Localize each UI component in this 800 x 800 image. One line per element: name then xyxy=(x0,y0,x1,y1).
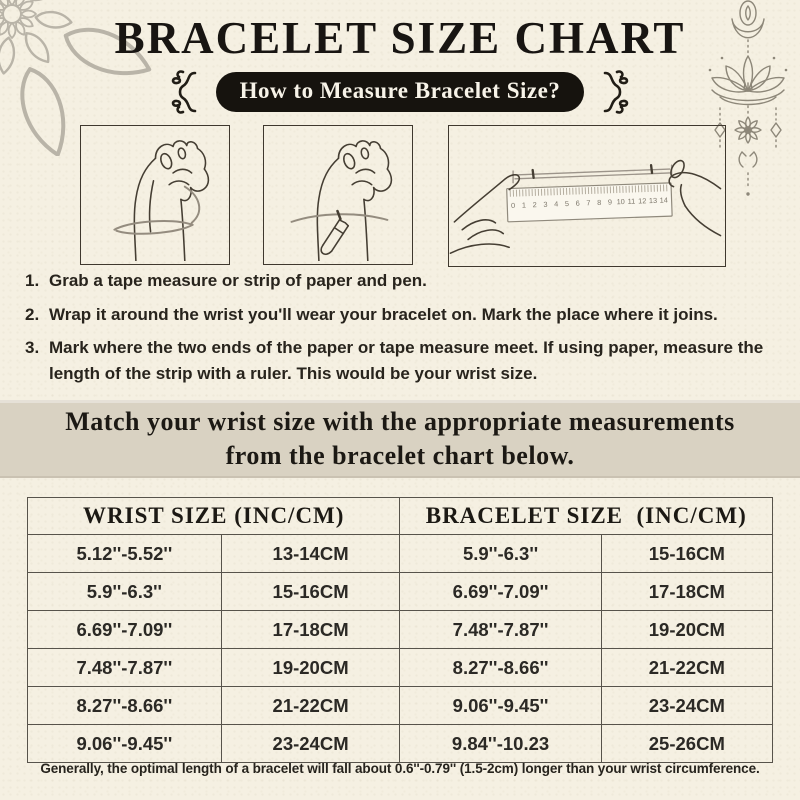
svg-text:12: 12 xyxy=(638,196,647,206)
svg-text:5: 5 xyxy=(564,198,570,209)
size-table-body xyxy=(28,535,773,763)
table-row xyxy=(28,649,773,687)
measure-steps xyxy=(25,268,787,394)
illustration-wrap-tape xyxy=(80,125,230,265)
table-cell: 19-20CM xyxy=(221,649,400,687)
table-cell: 13-14CM xyxy=(221,535,400,573)
svg-text:7: 7 xyxy=(586,198,591,208)
wrist-size-header: WRIST SIZE (INC/CM) xyxy=(28,498,400,535)
table-cell: 9.84''-10.23 xyxy=(400,725,601,763)
svg-text:9: 9 xyxy=(607,197,613,207)
table-cell: 25-26CM xyxy=(601,725,772,763)
table-cell: 7.48''-7.87'' xyxy=(28,649,222,687)
illustration-mark-wrist xyxy=(263,125,413,265)
svg-text:2: 2 xyxy=(532,200,537,210)
svg-text:0: 0 xyxy=(510,200,516,210)
table-cell: 8.27''-8.66'' xyxy=(400,649,601,687)
table-cell: 6.69''-7.09'' xyxy=(28,611,222,649)
table-row xyxy=(28,611,773,649)
table-row xyxy=(28,573,773,611)
svg-text:1: 1 xyxy=(521,200,527,210)
bracelet-size-header: BRACELET SIZE (INC/CM) xyxy=(400,498,773,535)
table-cell: 5.12''-5.52'' xyxy=(28,535,222,573)
illustration-measure-ruler xyxy=(448,125,726,267)
squiggle-ornament-right-icon xyxy=(597,68,633,116)
table-cell: 17-18CM xyxy=(601,573,772,611)
size-table-header xyxy=(28,498,773,535)
badge-row xyxy=(0,69,800,115)
step-2 xyxy=(25,302,787,328)
step-number: 3. xyxy=(25,338,40,357)
table-cell: 17-18CM xyxy=(221,611,400,649)
table-cell: 7.48''-7.87'' xyxy=(400,611,601,649)
table-cell: 15-16CM xyxy=(601,535,772,573)
table-cell: 23-24CM xyxy=(601,687,772,725)
table-row xyxy=(28,535,773,573)
page-title: BRACELET SIZE CHART xyxy=(114,13,686,63)
match-size-banner xyxy=(0,400,800,478)
size-table xyxy=(27,497,773,763)
svg-text:4: 4 xyxy=(553,199,559,209)
table-cell: 23-24CM xyxy=(221,725,400,763)
table-row xyxy=(28,687,773,725)
wrist-mark-pen-icon xyxy=(264,126,409,261)
wrist-tape-icon xyxy=(81,126,226,261)
table-cell: 21-22CM xyxy=(221,687,400,725)
step-text: Wrap it around the wrist you'll wear your bracelet on. Mark the place where it joins. xyxy=(49,304,718,324)
table-cell: 15-16CM xyxy=(221,573,400,611)
ruler-measure-icon xyxy=(449,126,722,263)
step-text: Mark where the two ends of the paper or tape measure meet. If using paper, measure the length of the strip with a ruler. This would be your wrist size. xyxy=(49,338,764,383)
svg-text:13: 13 xyxy=(648,195,658,206)
table-cell: 8.27''-8.66'' xyxy=(28,687,222,725)
step-1 xyxy=(25,268,787,294)
svg-text:11: 11 xyxy=(627,196,636,206)
svg-text:8: 8 xyxy=(597,197,602,207)
step-text: Grab a tape measure or strip of paper and pen. xyxy=(49,271,427,290)
step-number: 1. xyxy=(25,271,40,290)
svg-text:3: 3 xyxy=(543,199,548,209)
table-cell: 9.06''-9.45'' xyxy=(28,725,222,763)
table-cell: 6.69''-7.09'' xyxy=(400,573,601,611)
svg-text:6: 6 xyxy=(575,198,580,208)
step-3 xyxy=(25,335,787,386)
table-cell: 5.9''-6.3'' xyxy=(400,535,601,573)
squiggle-ornament-left-icon xyxy=(167,68,203,116)
table-cell: 5.9''-6.3'' xyxy=(28,573,222,611)
banner-line-1: Match your wrist size with the appropriate measurements xyxy=(65,406,735,436)
svg-text:14: 14 xyxy=(659,195,668,205)
step-number: 2. xyxy=(25,304,40,324)
table-row xyxy=(28,725,773,763)
table-cell: 19-20CM xyxy=(601,611,772,649)
table-cell: 21-22CM xyxy=(601,649,772,687)
footer-note: Generally, the optimal length of a bracelet will fall about 0.6''-0.79'' (1.5-2cm) longer than your wrist circumference. xyxy=(40,761,760,776)
svg-text:10: 10 xyxy=(616,197,625,207)
banner-line-2: from the bracelet chart below. xyxy=(225,441,575,470)
table-cell: 9.06''-9.45'' xyxy=(400,687,601,725)
how-to-measure-badge: How to Measure Bracelet Size? xyxy=(216,72,585,112)
